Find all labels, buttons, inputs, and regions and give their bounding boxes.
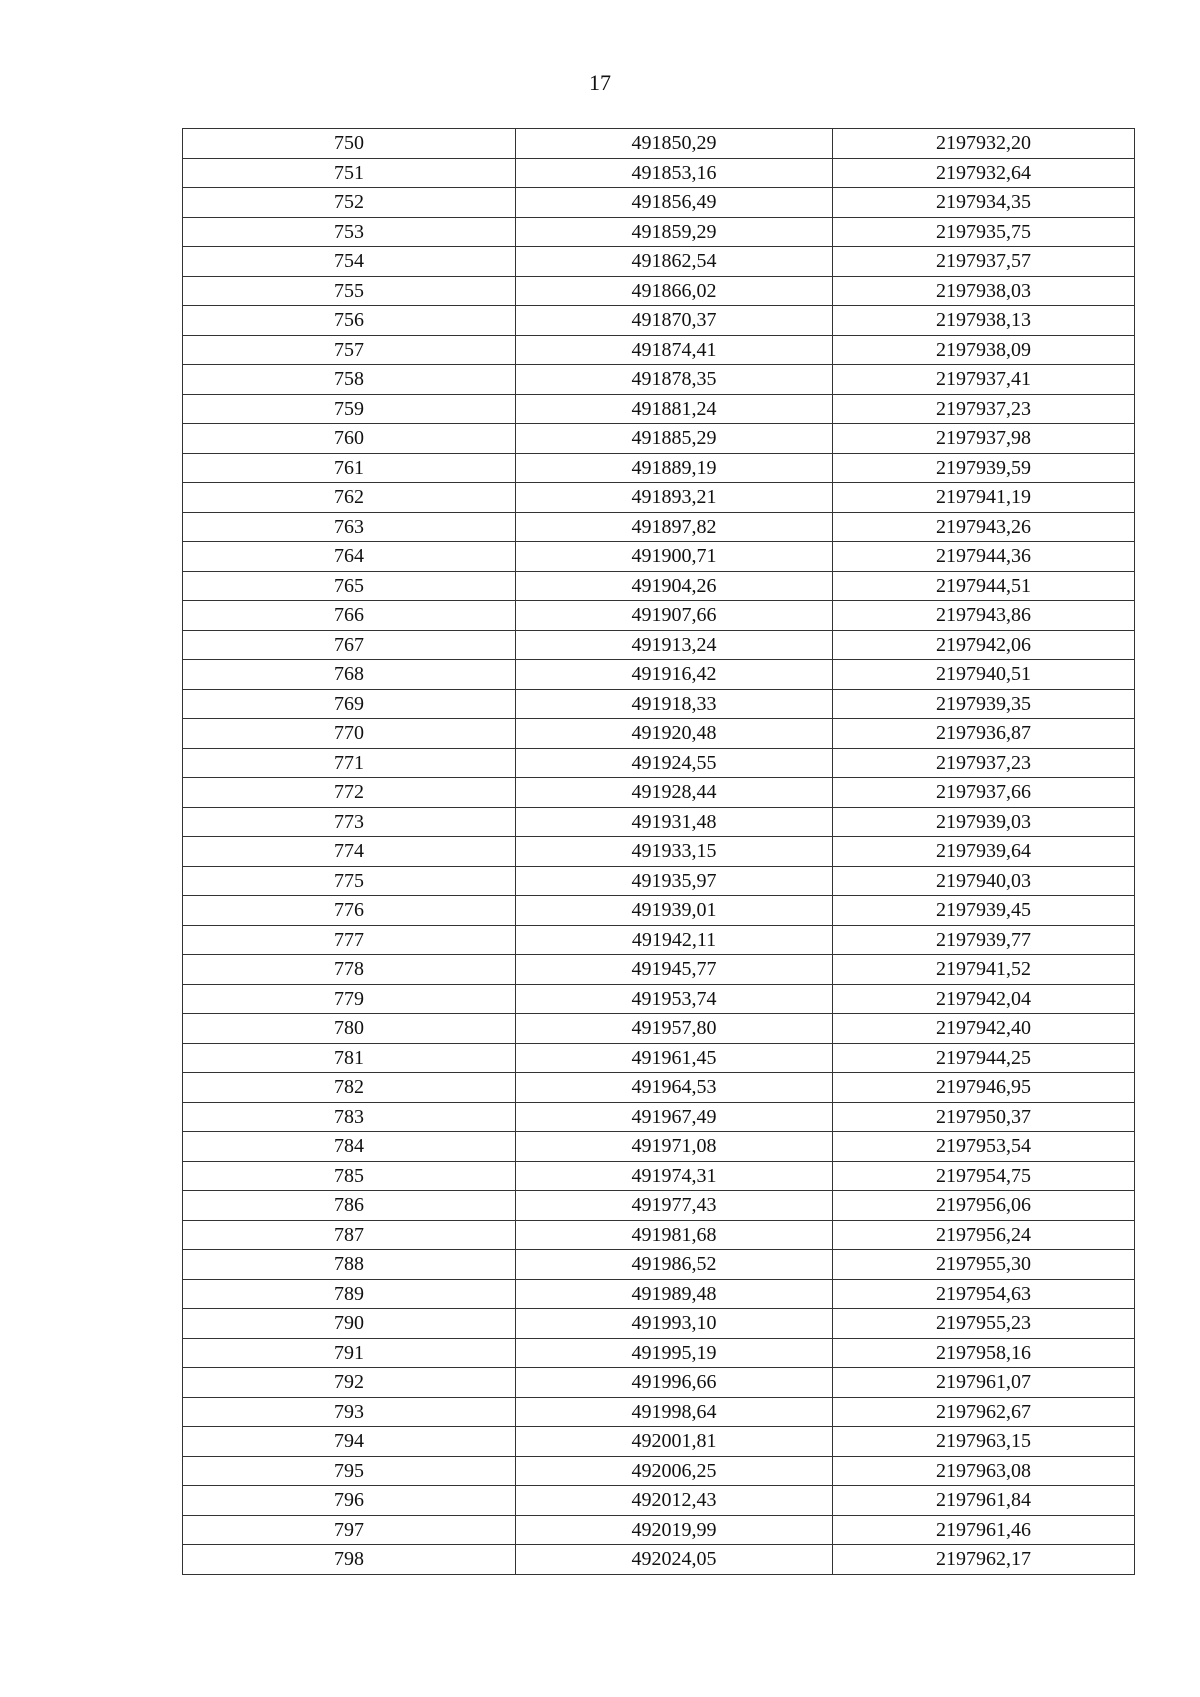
x-coordinate-cell: 491885,29 (516, 424, 833, 454)
table-row (183, 955, 1135, 985)
point-number-cell: 776 (183, 896, 516, 926)
y-coordinate-cell: 2197943,26 (833, 512, 1135, 542)
x-coordinate-cell: 491904,26 (516, 571, 833, 601)
point-number-cell: 755 (183, 276, 516, 306)
page-number: 17 (589, 70, 611, 95)
y-coordinate-cell: 2197955,30 (833, 1250, 1135, 1280)
point-number-cell: 777 (183, 925, 516, 955)
point-number-cell: 772 (183, 778, 516, 808)
table-row (183, 1456, 1135, 1486)
y-coordinate-cell: 2197934,35 (833, 188, 1135, 218)
y-coordinate-cell: 2197940,51 (833, 660, 1135, 690)
y-coordinate-cell: 2197961,07 (833, 1368, 1135, 1398)
x-coordinate-cell: 491866,02 (516, 276, 833, 306)
table-row (183, 1486, 1135, 1516)
point-number-cell: 789 (183, 1279, 516, 1309)
x-coordinate-cell: 491998,64 (516, 1397, 833, 1427)
point-number-cell: 757 (183, 335, 516, 365)
x-coordinate-cell: 491971,08 (516, 1132, 833, 1162)
y-coordinate-cell: 2197936,87 (833, 719, 1135, 749)
table-row (183, 601, 1135, 631)
y-coordinate-cell: 2197932,64 (833, 158, 1135, 188)
table-row (183, 335, 1135, 365)
x-coordinate-cell: 491870,37 (516, 306, 833, 336)
table-row (183, 837, 1135, 867)
x-coordinate-cell: 491974,31 (516, 1161, 833, 1191)
x-coordinate-cell: 491935,97 (516, 866, 833, 896)
table-row (183, 158, 1135, 188)
point-number-cell: 756 (183, 306, 516, 336)
point-number-cell: 778 (183, 955, 516, 985)
y-coordinate-cell: 2197961,46 (833, 1515, 1135, 1545)
point-number-cell: 786 (183, 1191, 516, 1221)
x-coordinate-cell: 491918,33 (516, 689, 833, 719)
point-number-cell: 767 (183, 630, 516, 660)
y-coordinate-cell: 2197955,23 (833, 1309, 1135, 1339)
table-row (183, 866, 1135, 896)
point-number-cell: 791 (183, 1338, 516, 1368)
x-coordinate-cell: 491878,35 (516, 365, 833, 395)
coordinates-table-body (183, 129, 1135, 1575)
point-number-cell: 751 (183, 158, 516, 188)
x-coordinate-cell: 491889,19 (516, 453, 833, 483)
y-coordinate-cell: 2197932,20 (833, 129, 1135, 159)
table-row (183, 1279, 1135, 1309)
table-row (183, 1545, 1135, 1575)
y-coordinate-cell: 2197942,04 (833, 984, 1135, 1014)
x-coordinate-cell: 491853,16 (516, 158, 833, 188)
y-coordinate-cell: 2197938,13 (833, 306, 1135, 336)
x-coordinate-cell: 491945,77 (516, 955, 833, 985)
y-coordinate-cell: 2197942,40 (833, 1014, 1135, 1044)
table-row (183, 1338, 1135, 1368)
y-coordinate-cell: 2197942,06 (833, 630, 1135, 660)
x-coordinate-cell: 491920,48 (516, 719, 833, 749)
table-row (183, 217, 1135, 247)
y-coordinate-cell: 2197938,03 (833, 276, 1135, 306)
point-number-cell: 795 (183, 1456, 516, 1486)
y-coordinate-cell: 2197939,59 (833, 453, 1135, 483)
table-row (183, 689, 1135, 719)
point-number-cell: 782 (183, 1073, 516, 1103)
point-number-cell: 759 (183, 394, 516, 424)
point-number-cell: 761 (183, 453, 516, 483)
table-row (183, 807, 1135, 837)
table-row (183, 1515, 1135, 1545)
table-row (183, 1427, 1135, 1457)
table-row (183, 512, 1135, 542)
table-row (183, 394, 1135, 424)
table-row (183, 778, 1135, 808)
table-row (183, 1161, 1135, 1191)
y-coordinate-cell: 2197937,98 (833, 424, 1135, 454)
x-coordinate-cell: 491862,54 (516, 247, 833, 277)
point-number-cell: 760 (183, 424, 516, 454)
table-row (183, 247, 1135, 277)
x-coordinate-cell: 491996,66 (516, 1368, 833, 1398)
y-coordinate-cell: 2197940,03 (833, 866, 1135, 896)
y-coordinate-cell: 2197963,08 (833, 1456, 1135, 1486)
table-row (183, 984, 1135, 1014)
y-coordinate-cell: 2197941,19 (833, 483, 1135, 513)
table-row (183, 276, 1135, 306)
point-number-cell: 785 (183, 1161, 516, 1191)
x-coordinate-cell: 492001,81 (516, 1427, 833, 1457)
x-coordinate-cell: 491881,24 (516, 394, 833, 424)
x-coordinate-cell: 491986,52 (516, 1250, 833, 1280)
x-coordinate-cell: 491942,11 (516, 925, 833, 955)
point-number-cell: 790 (183, 1309, 516, 1339)
x-coordinate-cell: 491893,21 (516, 483, 833, 513)
y-coordinate-cell: 2197944,51 (833, 571, 1135, 601)
table-row (183, 1191, 1135, 1221)
coordinates-table (182, 128, 1135, 1575)
y-coordinate-cell: 2197944,36 (833, 542, 1135, 572)
x-coordinate-cell: 491874,41 (516, 335, 833, 365)
table-row (183, 1132, 1135, 1162)
x-coordinate-cell: 491928,44 (516, 778, 833, 808)
x-coordinate-cell: 492012,43 (516, 1486, 833, 1516)
point-number-cell: 763 (183, 512, 516, 542)
x-coordinate-cell: 492019,99 (516, 1515, 833, 1545)
x-coordinate-cell: 491964,53 (516, 1073, 833, 1103)
point-number-cell: 781 (183, 1043, 516, 1073)
table-row (183, 365, 1135, 395)
x-coordinate-cell: 491933,15 (516, 837, 833, 867)
point-number-cell: 765 (183, 571, 516, 601)
table-row (183, 719, 1135, 749)
x-coordinate-cell: 491924,55 (516, 748, 833, 778)
y-coordinate-cell: 2197954,75 (833, 1161, 1135, 1191)
point-number-cell: 780 (183, 1014, 516, 1044)
point-number-cell: 758 (183, 365, 516, 395)
table-row (183, 483, 1135, 513)
table-row (183, 424, 1135, 454)
table-row (183, 1073, 1135, 1103)
y-coordinate-cell: 2197962,67 (833, 1397, 1135, 1427)
y-coordinate-cell: 2197937,57 (833, 247, 1135, 277)
point-number-cell: 769 (183, 689, 516, 719)
y-coordinate-cell: 2197939,03 (833, 807, 1135, 837)
table-row (183, 1368, 1135, 1398)
x-coordinate-cell: 491850,29 (516, 129, 833, 159)
y-coordinate-cell: 2197943,86 (833, 601, 1135, 631)
y-coordinate-cell: 2197937,41 (833, 365, 1135, 395)
point-number-cell: 762 (183, 483, 516, 513)
point-number-cell: 774 (183, 837, 516, 867)
y-coordinate-cell: 2197937,23 (833, 748, 1135, 778)
x-coordinate-cell: 491913,24 (516, 630, 833, 660)
point-number-cell: 775 (183, 866, 516, 896)
point-number-cell: 787 (183, 1220, 516, 1250)
point-number-cell: 792 (183, 1368, 516, 1398)
x-coordinate-cell: 491897,82 (516, 512, 833, 542)
y-coordinate-cell: 2197937,23 (833, 394, 1135, 424)
y-coordinate-cell: 2197939,45 (833, 896, 1135, 926)
table-row (183, 925, 1135, 955)
y-coordinate-cell: 2197939,35 (833, 689, 1135, 719)
table-row (183, 748, 1135, 778)
table-row (183, 1102, 1135, 1132)
table-row (183, 1014, 1135, 1044)
point-number-cell: 797 (183, 1515, 516, 1545)
x-coordinate-cell: 492024,05 (516, 1545, 833, 1575)
y-coordinate-cell: 2197946,95 (833, 1073, 1135, 1103)
x-coordinate-cell: 491977,43 (516, 1191, 833, 1221)
y-coordinate-cell: 2197963,15 (833, 1427, 1135, 1457)
point-number-cell: 754 (183, 247, 516, 277)
y-coordinate-cell: 2197950,37 (833, 1102, 1135, 1132)
point-number-cell: 793 (183, 1397, 516, 1427)
y-coordinate-cell: 2197939,77 (833, 925, 1135, 955)
x-coordinate-cell: 492006,25 (516, 1456, 833, 1486)
y-coordinate-cell: 2197939,64 (833, 837, 1135, 867)
point-number-cell: 752 (183, 188, 516, 218)
y-coordinate-cell: 2197938,09 (833, 335, 1135, 365)
table-row (183, 1043, 1135, 1073)
point-number-cell: 768 (183, 660, 516, 690)
point-number-cell: 783 (183, 1102, 516, 1132)
table-row (183, 1397, 1135, 1427)
table-row (183, 1309, 1135, 1339)
point-number-cell: 771 (183, 748, 516, 778)
y-coordinate-cell: 2197962,17 (833, 1545, 1135, 1575)
x-coordinate-cell: 491939,01 (516, 896, 833, 926)
x-coordinate-cell: 491953,74 (516, 984, 833, 1014)
point-number-cell: 766 (183, 601, 516, 631)
y-coordinate-cell: 2197935,75 (833, 217, 1135, 247)
table-row (183, 1250, 1135, 1280)
y-coordinate-cell: 2197941,52 (833, 955, 1135, 985)
table-row (183, 660, 1135, 690)
point-number-cell: 750 (183, 129, 516, 159)
table-row (183, 1220, 1135, 1250)
table-row (183, 630, 1135, 660)
point-number-cell: 753 (183, 217, 516, 247)
y-coordinate-cell: 2197937,66 (833, 778, 1135, 808)
x-coordinate-cell: 491967,49 (516, 1102, 833, 1132)
x-coordinate-cell: 491900,71 (516, 542, 833, 572)
x-coordinate-cell: 491961,45 (516, 1043, 833, 1073)
point-number-cell: 784 (183, 1132, 516, 1162)
point-number-cell: 798 (183, 1545, 516, 1575)
point-number-cell: 773 (183, 807, 516, 837)
table-row (183, 453, 1135, 483)
y-coordinate-cell: 2197944,25 (833, 1043, 1135, 1073)
point-number-cell: 794 (183, 1427, 516, 1457)
x-coordinate-cell: 491907,66 (516, 601, 833, 631)
x-coordinate-cell: 491989,48 (516, 1279, 833, 1309)
table-row (183, 571, 1135, 601)
x-coordinate-cell: 491856,49 (516, 188, 833, 218)
x-coordinate-cell: 491981,68 (516, 1220, 833, 1250)
table-row (183, 129, 1135, 159)
point-number-cell: 788 (183, 1250, 516, 1280)
point-number-cell: 764 (183, 542, 516, 572)
x-coordinate-cell: 491995,19 (516, 1338, 833, 1368)
point-number-cell: 779 (183, 984, 516, 1014)
y-coordinate-cell: 2197953,54 (833, 1132, 1135, 1162)
point-number-cell: 796 (183, 1486, 516, 1516)
x-coordinate-cell: 491931,48 (516, 807, 833, 837)
table-row (183, 306, 1135, 336)
x-coordinate-cell: 491916,42 (516, 660, 833, 690)
y-coordinate-cell: 2197958,16 (833, 1338, 1135, 1368)
x-coordinate-cell: 491957,80 (516, 1014, 833, 1044)
table-row (183, 896, 1135, 926)
y-coordinate-cell: 2197961,84 (833, 1486, 1135, 1516)
x-coordinate-cell: 491993,10 (516, 1309, 833, 1339)
table-row (183, 188, 1135, 218)
y-coordinate-cell: 2197956,24 (833, 1220, 1135, 1250)
y-coordinate-cell: 2197956,06 (833, 1191, 1135, 1221)
table-row (183, 542, 1135, 572)
y-coordinate-cell: 2197954,63 (833, 1279, 1135, 1309)
x-coordinate-cell: 491859,29 (516, 217, 833, 247)
point-number-cell: 770 (183, 719, 516, 749)
